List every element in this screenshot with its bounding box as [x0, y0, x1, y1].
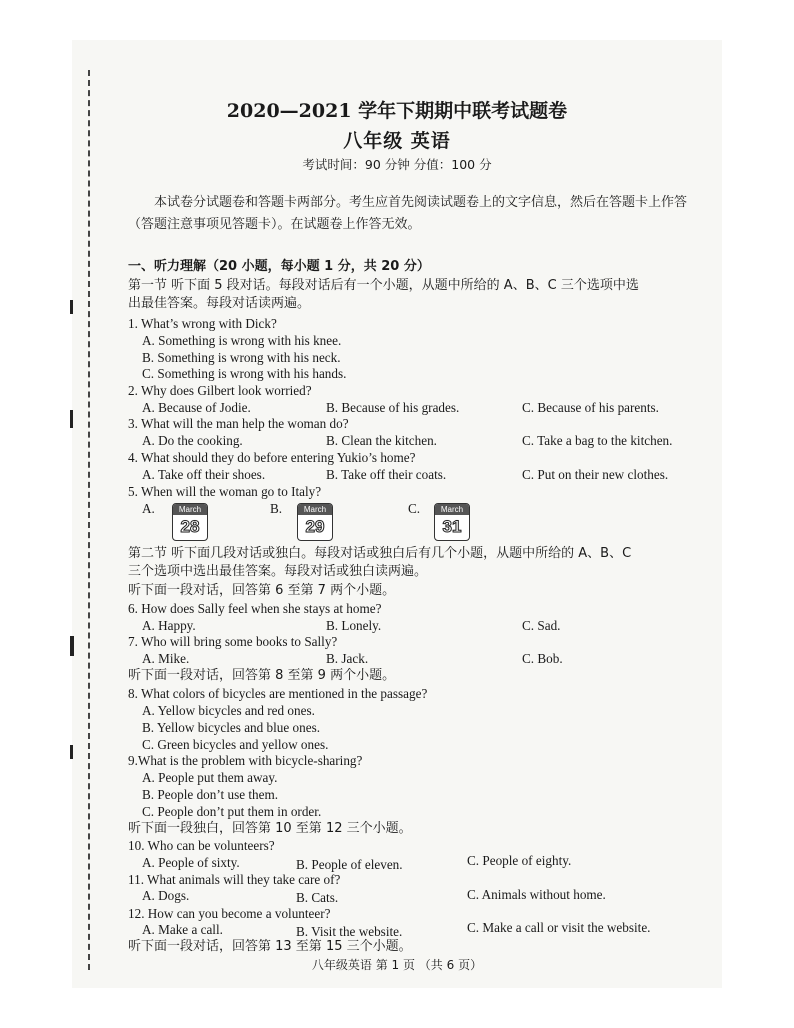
calendar-month: March — [435, 504, 469, 515]
option-a: A. People put them away. — [142, 770, 278, 785]
part-instructions: 第二节 听下面几段对话或独白。每段对话或独白后有几个小题，从题中所给的 A、B、C — [128, 546, 632, 561]
calendar-icon — [434, 503, 470, 541]
option-c: C. Take a bag to the kitchen. — [522, 433, 673, 448]
option-c: C. People of eighty. — [467, 853, 572, 868]
calendar-day: 29 — [305, 517, 325, 536]
question-stem: 2. Why does Gilbert look worried? — [128, 383, 312, 398]
exam-meta: 考试时间：90 分钟 分值：100 分 — [302, 157, 492, 172]
part-instructions: 第一节 听下面 5 段对话。每段对话后有一个小题，从题中所给的 A、B、C 三个选项中选 — [128, 278, 639, 293]
question-stem: 1. What’s wrong with Dick? — [128, 316, 277, 331]
option-a: A. People of sixty. — [142, 855, 240, 870]
option-c: C. Animals without home. — [467, 887, 606, 902]
option-b: B. Cats. — [296, 890, 339, 905]
scan-mark — [70, 410, 73, 428]
option-b: B. — [270, 501, 283, 516]
monologue-note: 听下面一段独白，回答第 10 至第 12 三个小题。 — [128, 821, 412, 836]
option-c: C. Green bicycles and yellow ones. — [142, 737, 329, 752]
dialogue-note: 听下面一段对话，回答第 8 至第 9 两个小题。 — [128, 668, 396, 683]
question-stem: 11. What animals will they take care of? — [128, 872, 341, 887]
exam-title: 2020—2021 学年下期期中联考试题卷 — [226, 100, 568, 122]
option-b: B. People don’t use them. — [142, 787, 279, 802]
option-b: B. Clean the kitchen. — [326, 433, 437, 448]
dialogue-note: 听下面一段对话，回答第 6 至第 7 两个小题。 — [128, 583, 396, 598]
section-heading: 一、听力理解（20 小题，每小题 1 分，共 20 分） — [128, 259, 430, 274]
question-stem: 6. How does Sally feel when she stays at home? — [128, 601, 382, 616]
option-b: B. People of eleven. — [296, 857, 403, 872]
question-stem: 4. What should they do before entering Yukio’s home? — [128, 450, 416, 465]
option-a: A. Mike. — [142, 651, 190, 666]
option-c: C. People don’t put them in order. — [142, 804, 322, 819]
part-instructions: 出最佳答案。每段对话读两遍。 — [128, 296, 311, 311]
option-a: A. Take off their shoes. — [142, 467, 266, 482]
scan-mark — [70, 636, 74, 656]
option-c: C. Put on their new clothes. — [522, 467, 669, 482]
exam-instructions: 本试卷分试题卷和答题卡两部分。考生应首先阅读试题卷上的文字信息，然后在答题卡上作答（答题注意事项见答题卡）。在试题卷上作答无效。 — [128, 195, 688, 232]
page-footer: 八年级英语 第 1 页 （共 6 页） — [311, 958, 483, 972]
dialogue-note: 听下面一段对话，回答第 13 至第 15 三个小题。 — [128, 939, 412, 954]
calendar-day: 31 — [442, 517, 462, 536]
calendar-month: March — [298, 504, 332, 515]
option-b: B. Lonely. — [326, 618, 382, 633]
option-a: A. Yellow bicycles and red ones. — [142, 703, 315, 718]
option-a: A. Make a call. — [142, 922, 223, 937]
option-b: B. Something is wrong with his neck. — [142, 350, 341, 365]
scan-mark — [70, 300, 73, 314]
option-b: B. Visit the website. — [296, 924, 403, 939]
option-a: A. Something is wrong with his knee. — [142, 333, 342, 348]
option-c: C. Sad. — [522, 618, 561, 633]
binding-dashed-line — [88, 70, 90, 970]
calendar-day: 28 — [180, 517, 200, 536]
option-a: A. Happy. — [142, 618, 196, 633]
question-stem: 9.What is the problem with bicycle-sharing? — [128, 753, 363, 768]
part-instructions: 三个选项中选出最佳答案。每段对话或独白读两遍。 — [128, 564, 428, 579]
question-stem: 12. How can you become a volunteer? — [128, 906, 331, 921]
question-stem: 8. What colors of bicycles are mentioned in the passage? — [128, 686, 428, 701]
option-a: A. Do the cooking. — [142, 433, 243, 448]
calendar-icon — [172, 503, 208, 541]
option-c: C. Something is wrong with his hands. — [142, 366, 347, 381]
question-stem: 7. Who will bring some books to Sally? — [128, 634, 338, 649]
option-c: C. — [408, 501, 421, 516]
option-b: B. Because of his grades. — [326, 400, 460, 415]
option-c: C. Because of his parents. — [522, 400, 659, 415]
option-c: C. Make a call or visit the website. — [467, 920, 651, 935]
question-stem: 10. Who can be volunteers? — [128, 838, 275, 853]
option-b: B. Jack. — [326, 651, 369, 666]
scan-mark — [70, 745, 73, 759]
option-a: A. — [142, 501, 155, 516]
calendar-icon — [297, 503, 333, 541]
question-stem: 3. What will the man help the woman do? — [128, 416, 349, 431]
option-b: B. Take off their coats. — [326, 467, 447, 482]
calendar-month: March — [173, 504, 207, 515]
question-stem: 5. When will the woman go to Italy? — [128, 484, 322, 499]
exam-subtitle: 八年级 英语 — [343, 130, 451, 152]
option-a: A. Dogs. — [142, 888, 190, 903]
option-b: B. Yellow bicycles and blue ones. — [142, 720, 321, 735]
option-c: C. Bob. — [522, 651, 563, 666]
option-a: A. Because of Jodie. — [142, 400, 251, 415]
